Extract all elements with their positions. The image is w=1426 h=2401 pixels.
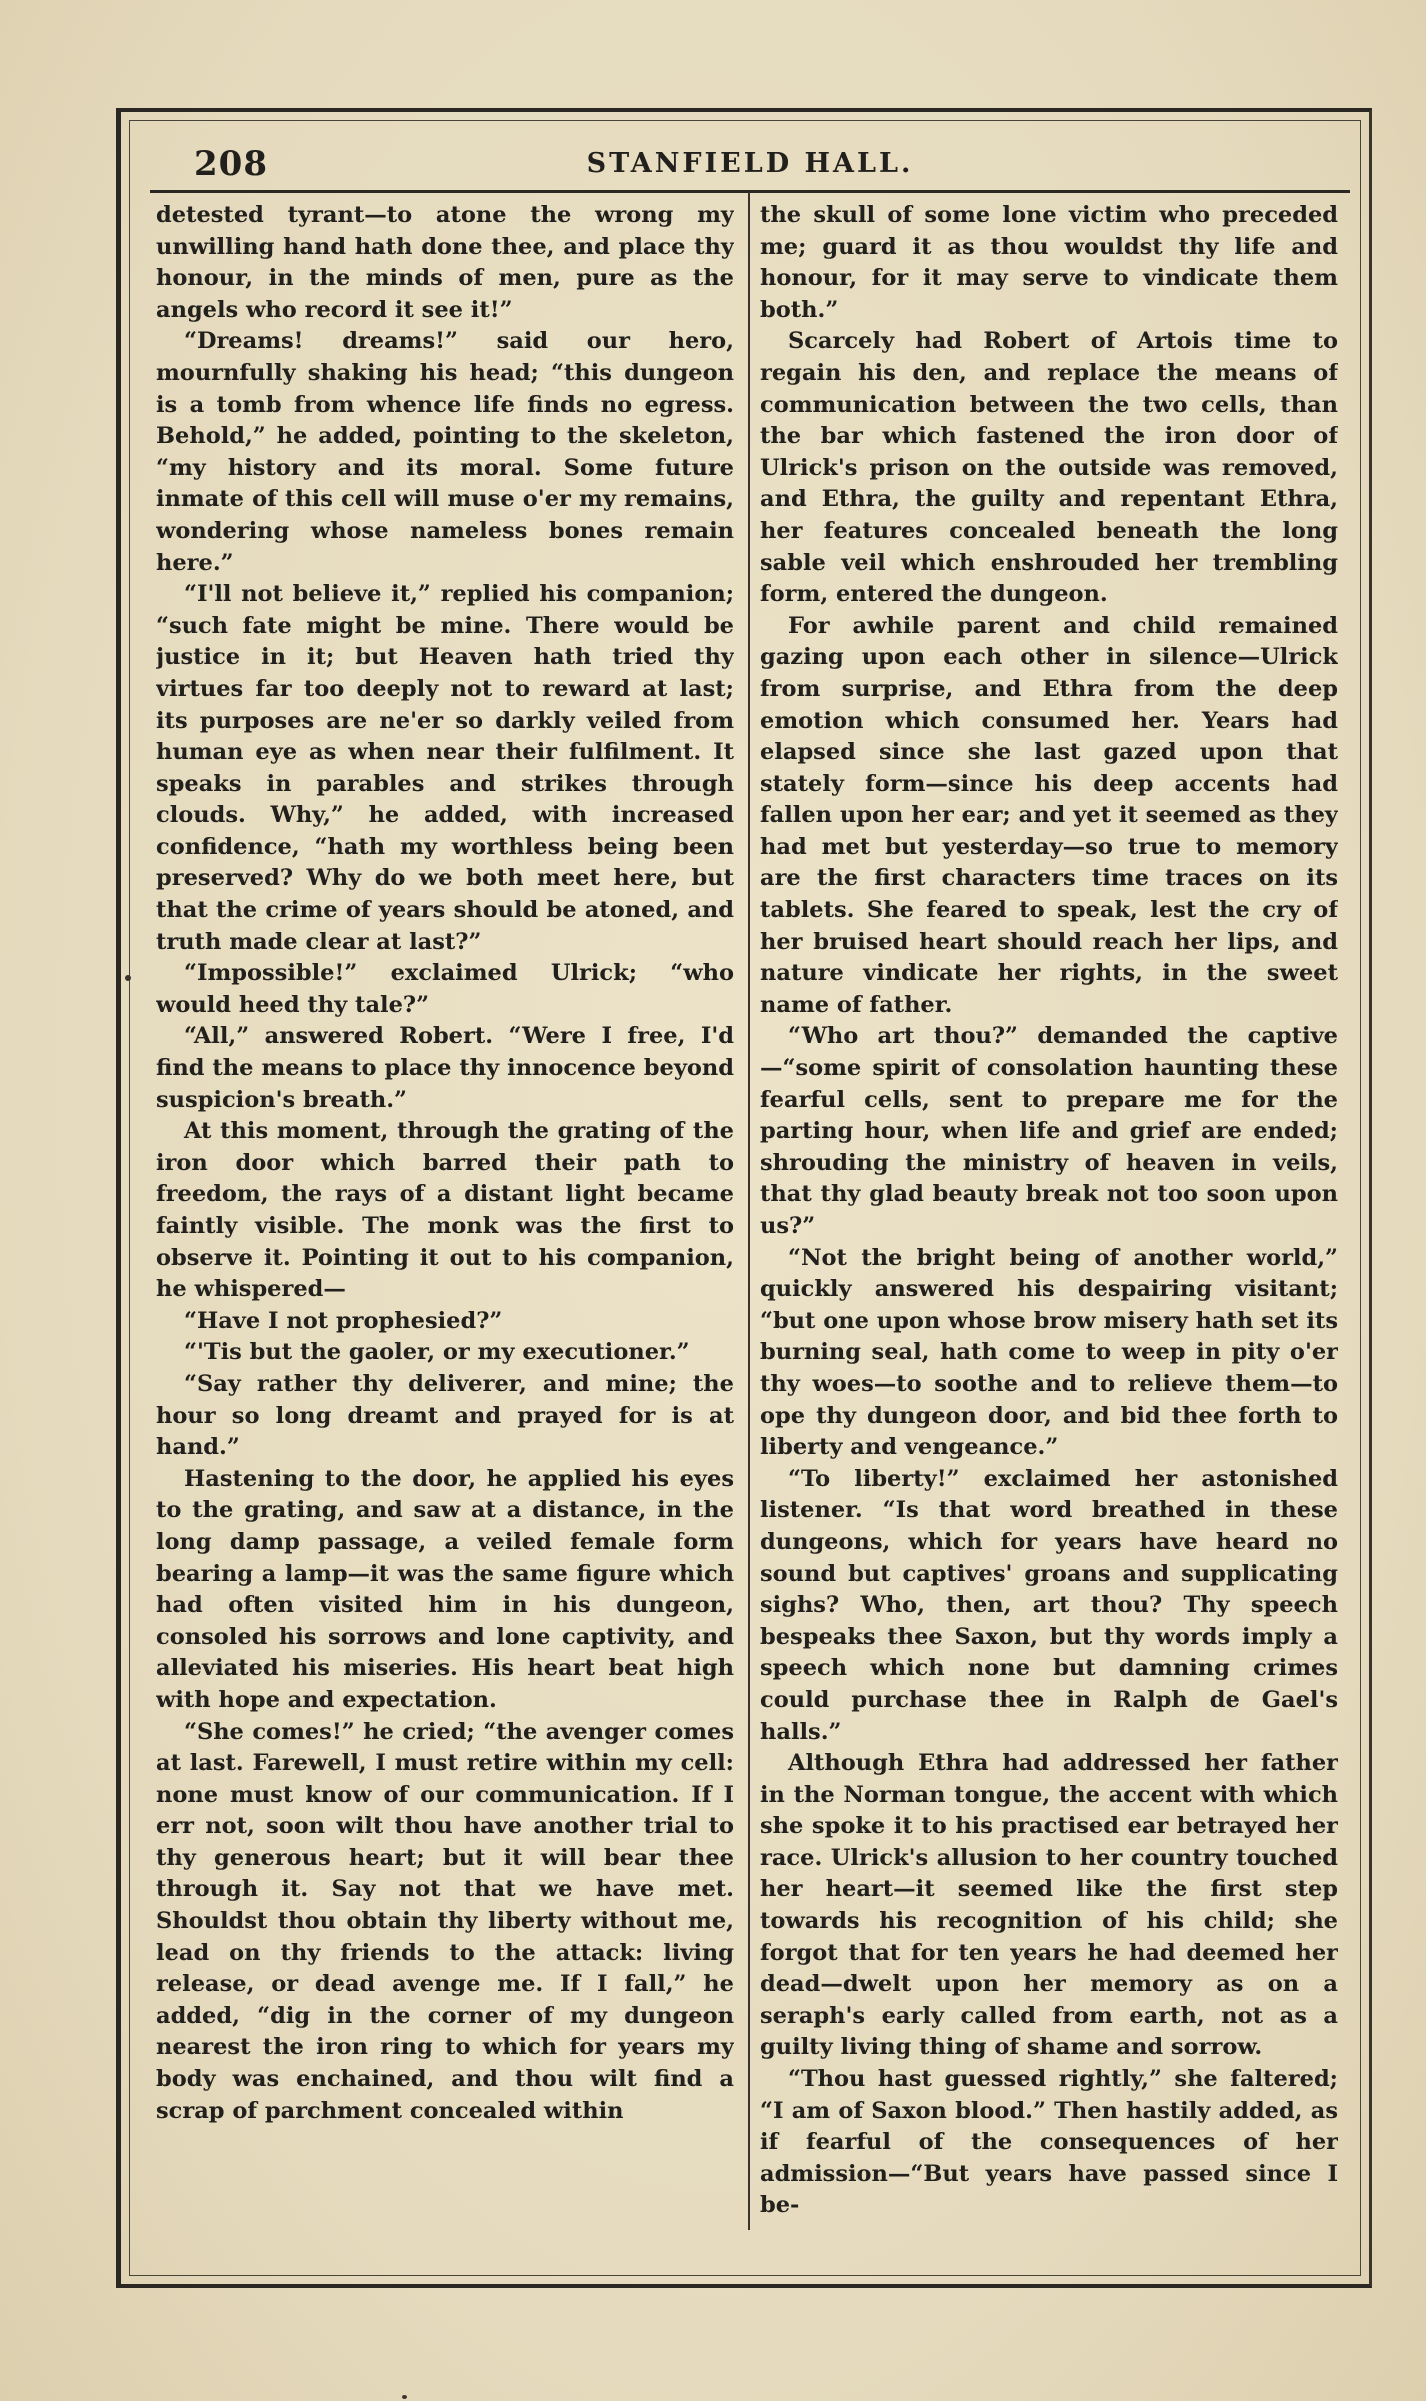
paragraph: “I'll not believe it,” replied his companion; “such fate might be mine. There would be justice in it; but Heaven hath tried thy virtues far too deeply not to reward at last; its purposes are ne'er so darkly veiled from human eye as when near their fulfilment. It speaks in parables and strikes through clouds. Why,” he added, with increased confidence, “hath my worthless being been preserved? Why do we both meet here, but that the crime of years should be atoned, and truth made clear at last?” <box>156 581 734 955</box>
paragraph: “'Tis but the gaoler, or my executioner.” <box>184 1339 690 1366</box>
paragraph: detested tyrant—to atone the wrong my unwilling hand hath done thee, and place thy honour, in the minds of men, pure as the angels who record it see it!” <box>156 202 734 323</box>
paragraph: “Who art thou?” demanded the captive—“some spirit of consolation haunting these fearful cells, sent to prepare me for the parting hour, when life and grief are ended; shrouding the ministry of heaven in veils, that thy glad beauty break not too soon upon us?” <box>760 1023 1338 1239</box>
left-column <box>156 200 734 2230</box>
column-divider <box>748 192 750 2230</box>
paper-speck <box>402 2395 407 2399</box>
paragraph: “To liberty!” exclaimed her astonished listener. “Is that word breathed in these dungeons, which for years have heard no sound but captives' groans and supplicating sighs? Who, then, art thou? Thy speech bespeaks thee Saxon, but thy words imply a speech which none but damning crimes could purchase thee in Ralph de Gael's halls.” <box>760 1465 1338 1745</box>
page-header <box>150 140 1350 186</box>
paragraph: “Impossible!” exclaimed Ulrick; “who would heed thy tale?” <box>156 960 734 1018</box>
right-column <box>760 200 1338 2230</box>
paragraph: Hastening to the door, he applied his eyes to the grating, and saw at a distance, in the long damp passage, a veiled female form bearing a lamp—it was the same figure which had often visited him in his dungeon, consoled his sorrows and lone captivity, and alleviated his miseries. His heart beat high with hope and expectation. <box>156 1465 734 1713</box>
header-rule <box>150 190 1350 193</box>
paragraph: “She comes!” he cried; “the avenger comes at last. Farewell, I must retire within my cell: none must know of our communication. If I err not, soon wilt thou have another trial to thy generous heart; but it will bear thee through it. Say not that we have met. Shouldst thou obtain thy liberty without me, lead on thy friends to the attack: living release, or dead avenge me. If I fall,” he added, “dig in the corner of my dungeon nearest the iron ring to which for years my body was enchained, and thou wilt find a scrap of parchment concealed within <box>156 1718 734 2124</box>
paragraph: Scarcely had Robert of Artois time to regain his den, and replace the means of communication between the two cells, than the bar which fastened the iron door of Ulrick's prison on the outside was removed, and Ethra, the guilty and repentant Ethra, her features concealed beneath the long sable veil which enshrouded her trembling form, entered the dungeon. <box>760 328 1338 608</box>
paragraph: “All,” answered Robert. “Were I free, I'd find the means to place thy innocence beyond suspicion's breath.” <box>156 1023 734 1113</box>
running-title: STANFIELD HALL. <box>586 148 914 179</box>
paragraph: “Say rather thy deliverer, and mine; the hour so long dreamt and prayed for is at hand.” <box>156 1370 734 1461</box>
paragraph: At this moment, through the grating of the iron door which barred their path to freedom, the rays of a distant light became faintly visible. The monk was the first to observe it. Pointing it out to his companion, he whispered— <box>156 1118 734 1303</box>
page-number: 208 <box>194 144 268 184</box>
paragraph: Although Ethra had addressed her father in the Norman tongue, the accent with which she spoke it to his practised ear betrayed her race. Ulrick's allusion to her country touched her heart—it seemed like the first step towards his recognition of his child; she forgot that for ten years he had deemed her dead—dwelt upon her memory as on a seraph's early called from earth, not as a guilty living thing of shame and sorrow. <box>760 1750 1338 2061</box>
paragraph: “Thou hast guessed rightly,” she faltered; “I am of Saxon blood.” Then hastily added, as if fearful of the consequences of her admission—“But years have passed since I be- <box>760 2066 1338 2219</box>
paragraph: “Not the bright being of another world,” quickly answered his despairing visitant; “but one upon whose brow misery hath set its burning seal, hath come to weep in pity o'er thy woes—to soothe and to relieve them—to ope thy dungeon door, and bid thee forth to liberty and vengeance.” <box>760 1244 1338 1461</box>
paper-speck <box>125 975 131 981</box>
paragraph: “Have I not prophesied?” <box>184 1307 503 1334</box>
paragraph: the skull of some lone victim who preceded me; guard it as thou wouldst thy life and honour, for it may serve to vindicate them both.” <box>760 202 1338 323</box>
paragraph: For awhile parent and child remained gazing upon each other in silence—Ulrick from surprise, and Ethra from the deep emotion which consumed her. Years had elapsed since she last gazed upon that stately form—since his deep accents had fallen upon her ear; and yet it seemed as they had met but yesterday—so true to memory are the first characters time traces on its tablets. She feared to speak, lest the cry of her bruised heart should reach her lips, and nature vindicate her rights, in the sweet name of father. <box>760 612 1338 1018</box>
paragraph: “Dreams! dreams!” said our hero, mournfully shaking his head; “this dungeon is a tomb from whence life finds no egress. Behold,” he added, pointing to the skeleton, “my history and its moral. Some future inmate of this cell will muse o'er my remains, wondering whose nameless bones remain here.” <box>156 328 734 576</box>
